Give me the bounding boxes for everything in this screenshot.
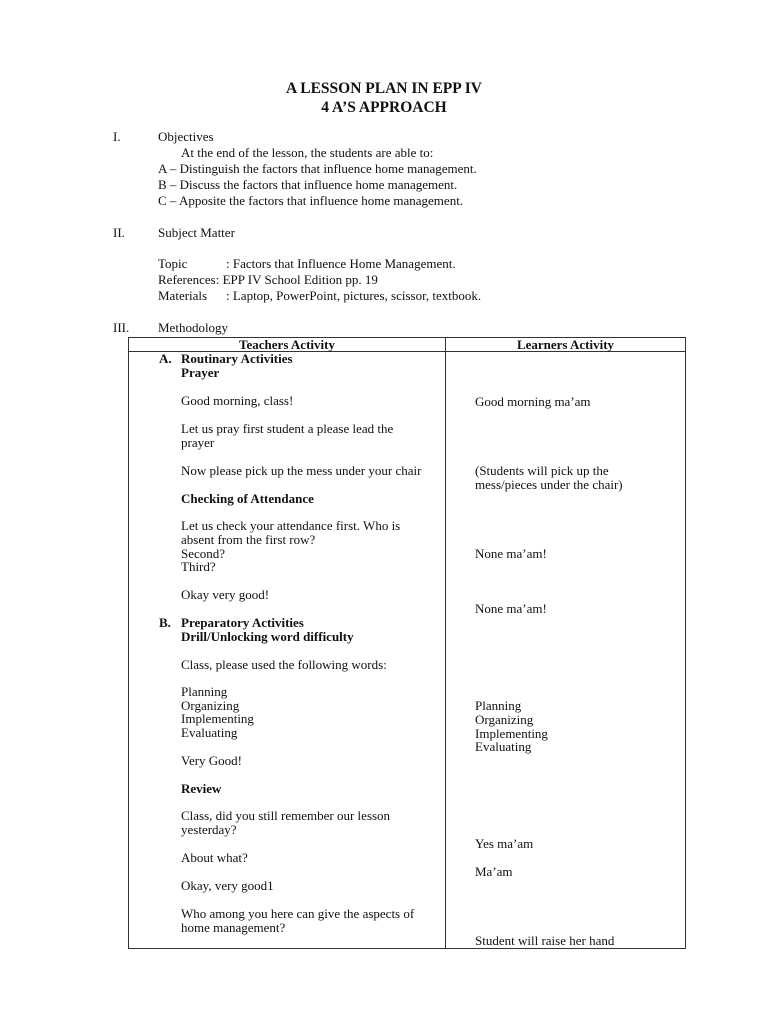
teacher-line: Good morning, class! [181,393,294,408]
topic-label: Topic [158,256,188,271]
objective-item: C – Apposite the factors that influence home management. [158,193,464,208]
table-row [129,352,686,949]
doc-title: A LESSON PLAN IN EPP IV [286,80,482,97]
section-title-subject-matter: Subject Matter [158,225,235,240]
learner-line: Yes ma’am [475,836,534,851]
teacher-word: Planning [181,684,228,699]
materials-label: Materials [158,288,208,303]
learner-line: (Students will pick up the [475,463,609,478]
learners-activity-cell [446,352,686,949]
methodology-table [128,337,686,949]
learner-line: Ma’am [475,864,513,879]
learner-line: Good morning ma’am [475,394,591,409]
teacher-word: Organizing [181,698,240,713]
drill-heading: Drill/Unlocking word difficulty [181,629,354,644]
teacher-word: Evaluating [181,725,238,740]
objectives-intro: At the end of the lesson, the students are able to: [181,145,434,160]
teacher-line: Now please pick up the mess under your chair [181,463,422,478]
teacher-line: absent from the first row? [181,532,316,547]
section-a-title: Routinary Activities [181,351,293,366]
objective-item: B – Discuss the factors that influence home management. [158,177,458,192]
teachers-activity-cell [129,352,446,949]
review-heading: Review [181,781,222,796]
section-a-label: A. [159,351,172,366]
teacher-line: Let us check your attendance first. Who is [181,518,401,533]
materials-value: : Laptop, PowerPoint, pictures, scissor, textbook. [226,288,482,303]
header-learners-activity: Learners Activity [446,338,686,352]
teacher-line: Second? [181,546,226,561]
section-b-title: Preparatory Activities [181,615,304,630]
references-line: References: EPP IV School Edition pp. 19 [158,272,378,287]
section-number-objectives: I. [113,129,121,144]
teacher-line: Class, did you still remember our lesson [181,808,391,823]
teacher-line: Class, please used the following words: [181,657,387,672]
learner-word: Implementing [475,726,548,741]
teacher-line: Third? [181,559,216,574]
teacher-line: yesterday? [181,822,237,837]
teacher-line: home management? [181,920,286,935]
learner-line: mess/pieces under the chair) [475,477,623,492]
learner-line: None ma’am! [475,546,547,561]
section-title-objectives: Objectives [158,129,214,144]
section-number-subject-matter: II. [113,225,125,240]
teacher-line: Let us pray first student a please lead the [181,421,394,436]
teacher-line: Okay, very good1 [181,878,274,893]
teacher-line: Who among you here can give the aspects of [181,906,415,921]
teacher-word: Implementing [181,711,254,726]
objective-item: A – Distinguish the factors that influence home management. [158,161,477,176]
learner-word: Evaluating [475,739,532,754]
teacher-line: Okay very good! [181,587,270,602]
teacher-line: prayer [181,435,215,450]
learner-word: Organizing [475,712,534,727]
teacher-line: About what? [181,850,248,865]
table-header-row [129,338,686,352]
learner-line: Student will raise her hand [475,933,615,948]
teacher-line: Very Good! [181,753,243,768]
prayer-heading: Prayer [181,365,220,380]
header-teachers-activity: Teachers Activity [129,338,446,352]
doc-subtitle: 4 A’S APPROACH [321,99,447,116]
attendance-heading: Checking of Attendance [181,491,314,506]
section-title-methodology: Methodology [158,320,229,335]
learner-line: None ma’am! [475,601,547,616]
section-number-methodology: III. [113,320,130,335]
learner-word: Planning [475,698,522,713]
section-b-label: B. [159,615,171,630]
topic-value: : Factors that Influence Home Management. [226,256,456,271]
